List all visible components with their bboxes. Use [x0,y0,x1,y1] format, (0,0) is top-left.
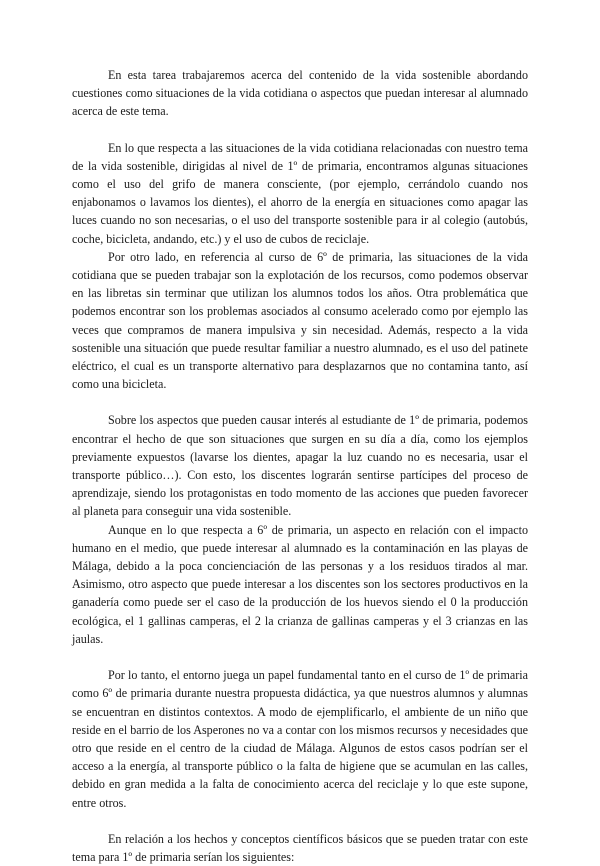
document-page [72,66,528,866]
paragraph-interest-6th-grade: Aunque en lo que respecta a 6º de primaria, un aspecto en relación con el impacto humano en el medio, que puede interesar al alumnado es la contaminación en las playas de Málaga, debido a la poca concienciación de las personas y a los residuos tirados al mar. Asimismo, otro aspecto que puede interesar a los discentes son los sectores productivos en la ganadería como puede ser el caso de la producción de los huevos siendo el 0 la producción ecológica, el 1 gallinas camperas, el 2 la crianza de gallinas camperas y el 3 crianzas en las jaulas. [72,522,528,646]
paragraph-intro: En esta tarea trabajaremos acerca del contenido de la vida sostenible abordando cuestiones como situaciones de la vida cotidiana o aspectos que puedan interesar al alumnado acerca de este tema. [72,68,528,119]
paragraph-interest-1st-grade: Sobre los aspectos que pueden causar interés al estudiante de 1º de primaria, podemos encontrar el hecho de que son situaciones que surgen en su día a día, como los ejemplos previamente expuestos (lavarse los dientes, apagar la luz cuando no es necesaria, usar el transporte público…). Con esto, los discentes lograrán sentirse partícipes del proceso de aprendizaje, siendo los protagonistas en todo momento de las acciones que pueden favorecer al planeta para conseguir una vida sostenible. [72,413,528,519]
paragraph-daily-life-6th-grade: Por otro lado, en referencia al curso de 6º de primaria, las situaciones de la vida cotidiana que se pueden trabajar son la explotación de los recursos, como podemos observar en las libretas sin terminar que utilizan los alumnos todos los años. Otra problemática que podemos encontrar son los problemas asociados al consumo acelerado como por ejemplo las veces que compramos de manera impulsiva y sin necesidad. Además, respecto a la vida sostenible una situación que puede resultar familiar a nuestro alumnado, es el uso del patinete eléctrico, el cual es un transporte alternativo para desplazarnos que no contamina tanto, así como una bicicleta. [72,249,528,392]
paragraph-environment: Por lo tanto, el entorno juega un papel fundamental tanto en el curso de 1º de primaria como 6º de primaria durante nuestra propuesta didáctica, ya que nuestros alumnos y alumnas se encuentran en distintos contextos. A modo de ejemplificarlo, el ambiente de un niño que reside en el barrio de los Asperones no va a contar con los mismos recursos y necesidades que otro que reside en el centro de la ciudad de Málaga. Algunos de estos casos podrían ser el acceso a la energía, al transporte público o la falta de higiene que se acumulan en las calles, debido en gran medida a la falta de conocimiento acerca del reciclaje y lo que este supone, entre otros. [72,668,528,810]
paragraph-scientific-concepts: En relación a los hechos y conceptos científicos básicos que se pueden tratar con este tema para 1º de primaria serían los siguientes: [72,831,528,864]
paragraph-daily-life-1st-grade: En lo que respecta a las situaciones de la vida cotidiana relacionadas con nuestro tema de la vida sostenible, dirigidas al nivel de 1º de primaria, encontramos algunas situaciones como el uso del grifo de manera consciente, (por ejemplo, cerrándolo cuando nos enjabonamos o lavamos los dientes), el ahorro de la energía en situaciones como apagar las luces cuando no son necesarias, o el uso del transporte sostenible para ir al colegio (autobús, coche, bicicleta, andando, etc.) y el uso de cubos de reciclaje. [72,140,528,246]
